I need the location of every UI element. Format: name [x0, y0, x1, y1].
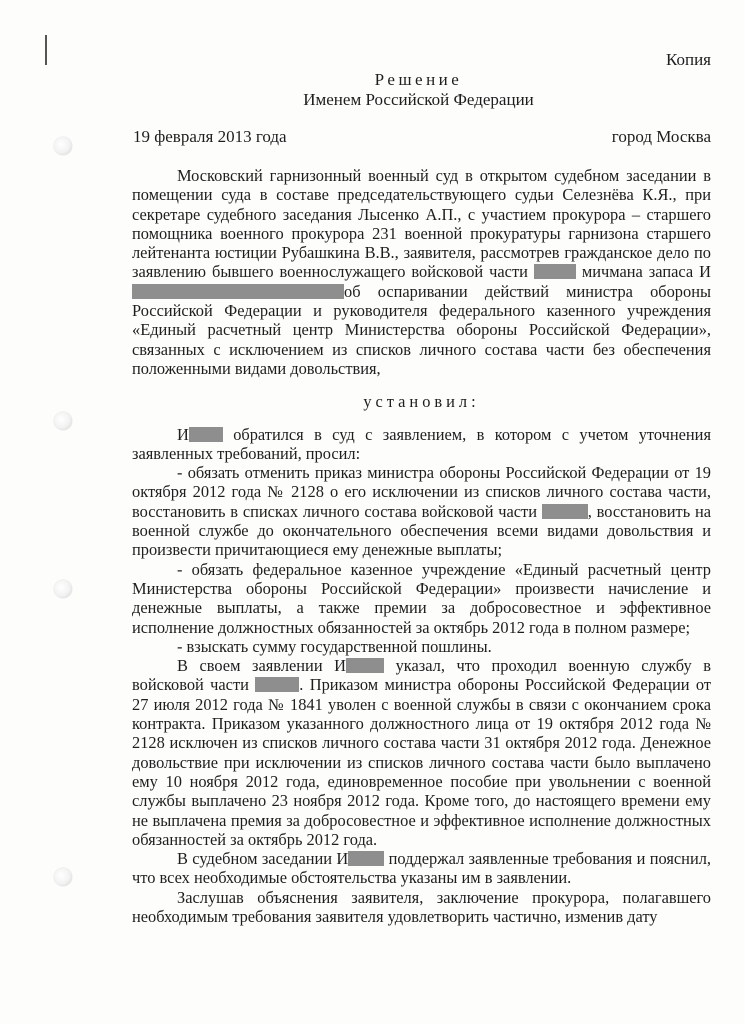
claim-item: - обязать отменить приказ министра обороны Российской Федерации от 19 октября 2012 года № 2128 о его исключении из списков личного состава части, восстановить в списках личного состава войсковой части , восстановить на военной службе до окончательного обеспечения всеми видами довольствия и произвести причитающиеся ему денежные выплаты; [132, 463, 711, 560]
document-title: Решение [374, 70, 463, 89]
punch-hole [54, 580, 72, 598]
paragraph-statement: В своем заявлении И указал, что проходил военную службу в войсковой части . Приказом министра обороны Российской Федерации от 27 июля 2012 года № 1841 уволен с военной службы в связи с окончанием срока контракта. Приказом указанного должностного лица от 19 октября 2012 года № 2128 исключен из списков личного состава части 31 октября 2012 года. Денежное довольствие при исключении из списков личного состава части было выплачено ему 10 ноября 2012 года, единовременное пособие при увольнении с военной службы выплачено 23 ноября 2012 года. Кроме того, до настоящего времени ему не выплачена премия за добросовестное и эффективное исполнение должностных обязанностей за октябрь 2012 года. [132, 656, 711, 849]
punch-hole [54, 412, 72, 430]
scan-margin-mark [45, 35, 47, 65]
claim-item: - взыскать сумму государственной пошлины. [177, 636, 492, 656]
document-subtitle: Именем Российской Федерации [303, 90, 534, 109]
redaction-block [346, 658, 384, 673]
paragraph-hearing: В судебном заседании И поддержал заявленные требования и пояснил, что всех необходимые обстоятельства указаны им в заявлении. [132, 849, 711, 888]
redaction-block [348, 851, 384, 866]
redaction-block [132, 284, 344, 299]
section-heading: установил: [363, 392, 480, 412]
redaction-block [189, 427, 223, 442]
paragraph-claim: И обратился в суд с заявлением, в котором с учетом уточнения заявленных требований, просил: [132, 424, 711, 463]
document-body [132, 166, 711, 926]
paragraph-intro: Московский гарнизонный военный суд в открытом судебном заседании в помещении суда в составе председательствующего судьи Селезнёва К.Я., при секретаре судебного заседания Лысенко А.П., с участием прокурора – старшего помощника военного прокурора 231 военной прокуратуры гарнизона старшего лейтенанта юстиции Рубашкина В.В., заявителя, рассмотрев гражданское дело по заявлению бывшего военнослужащего войсковой части мичмана запаса Иоб оспаривании действий министра обороны Российской Федерации и руководителя федерального казенного учреждения «Единый расчетный центр Министерства обороны Российской Федерации», связанных с исключением из списков личного состава части без обеспечения положенными видами довольствия, [132, 166, 711, 378]
document-city: город Москва [611, 127, 711, 146]
punch-hole [54, 137, 72, 155]
document-date: 19 февраля 2013 года [133, 127, 287, 146]
copy-mark: Копия [665, 50, 711, 69]
punch-hole [54, 868, 72, 886]
paragraph-conclusion: Заслушав объяснения заявителя, заключение прокурора, полагавшего необходимым требования заявителя удовлетворить частично, изменив дату [132, 887, 711, 926]
claim-item: - обязать федеральное казенное учреждение «Единый расчетный центр Министерства обороны Российской Федерации» произвести начисление и денежные выплаты, а также премии за добросовестное и эффективное исполнение должностных обязанностей за октябрь 2012 года в полном размере; [132, 559, 711, 637]
redaction-block [255, 677, 299, 692]
redaction-block [534, 264, 576, 279]
redaction-block [542, 504, 588, 519]
